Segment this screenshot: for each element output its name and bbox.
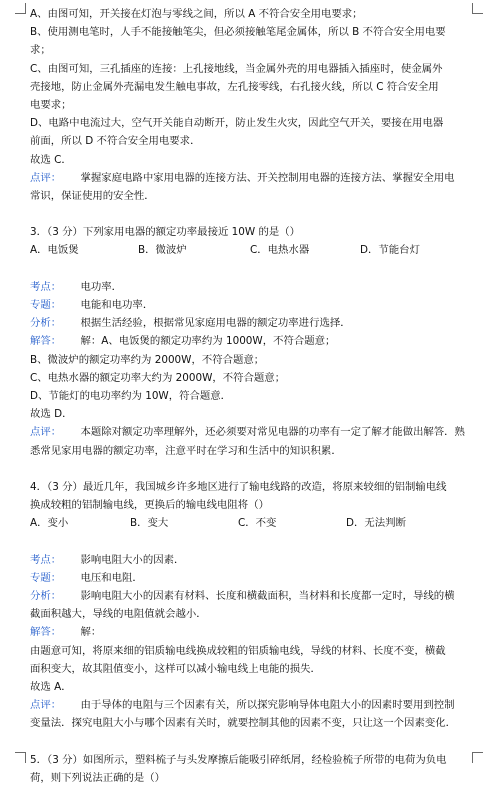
- q2-solution-line: 求；: [30, 44, 51, 57]
- answer-tag: 解答：: [30, 626, 62, 639]
- answer-tag: 解答：: [30, 335, 62, 348]
- q4-knowledge-point: 考点： 影响电阻大小的因素．: [30, 553, 185, 566]
- knowledge-tag: 考点：: [30, 280, 62, 293]
- q4-topic: 专题： 电压和电阻．: [30, 571, 143, 584]
- q2-solution-line: B、使用测电笔时，人手不能接触笔尖，但必须接触笔尾金属体，所以 B 不符合安全用电要: [30, 26, 446, 39]
- q4-stem: 换成较粗的铝制输电线，更换后的输电线电阻将（）: [30, 499, 269, 512]
- q3-knowledge-point: 考点： 电功率．: [30, 280, 123, 293]
- analysis-tag: 分析：: [30, 590, 62, 602]
- q4-option-c: C．不变: [238, 517, 277, 530]
- analysis-tag: 分析：: [30, 317, 62, 330]
- q3-options: [30, 241, 478, 259]
- q3-comment-line: 悉常见家用电器的额定功率，注意平时在学习和生活中的知识积累．: [30, 444, 342, 457]
- q4-option-a: A．变小: [30, 517, 69, 530]
- q3-solution-line: C、电热水器的额定功率大约为 2000W，不符合题意；: [30, 371, 286, 384]
- q3-option-b: B．微波炉: [138, 244, 187, 257]
- q4-comment-line: 点评： 由于导体的电阻与三个因素有关，所以探究影响导体电阻大小的因素时要用到控制: [30, 699, 455, 712]
- q3-topic: 专题： 电能和电功率．: [30, 299, 154, 311]
- q2-solution-line: C、由图可知，三孔插座的连接：上孔接地线，当金属外壳的用电器插入插座时，使金属外: [30, 62, 443, 75]
- q2-solution-line: 壳接地，防止金属外壳漏电发生触电事故，左孔接零线，右孔接火线，所以 C 符合安全用: [30, 80, 439, 93]
- q2-comment-line: [30, 169, 478, 187]
- q2-answer-line: 故选 C．: [30, 153, 72, 166]
- q2-solution-line: D、电路中电流过大，空气开关能自动断开，防止发生火灾，因此空气开关，要接在用电器: [30, 117, 444, 130]
- q2-comment-line: 常识，保证使用的安全性．: [30, 189, 155, 202]
- q2-solution-line: 电要求；: [30, 98, 72, 111]
- q4-options: [30, 514, 478, 532]
- q3-stem: 3．（3 分）下列家用电器的额定功率最接近 10W 的是（）: [30, 226, 301, 239]
- topic-tag: 专题：: [30, 299, 62, 311]
- knowledge-tag: 考点：: [30, 553, 62, 566]
- q4-analysis-cont: 截面积越大，导线的电阻值就会越小．: [30, 608, 207, 621]
- document-body: [30, 5, 478, 787]
- q4-answer: 解答： 解：: [30, 626, 102, 639]
- q3-comment-line: 点评： 本题除对额定功率理解外，还必须要对常见电器的功率有一定了解才能做出解答．熟: [30, 426, 465, 439]
- q4-comment-line: 变量法．探究电阻大小与哪个因素有关时，就要控制其他的因素不变，只让这一个因素变化．: [30, 717, 457, 730]
- comment-tag: 点评：: [30, 171, 62, 184]
- q5-stem: 5．（3 分）如图所示，塑料梳子与头发摩擦后能吸引碎纸屑，经检验梳子所带的电荷为负电: [30, 753, 447, 766]
- q4-answer-line: 故选 A．: [30, 680, 72, 693]
- comment-tag: 点评：: [30, 426, 62, 439]
- comment-tag: 点评：: [30, 699, 62, 712]
- q2-comment-text: 掌握家庭电路中家用电器的连接方法、开关控制用电器的连接方法、掌握安全用电: [80, 171, 455, 184]
- q4-solution-line: 由题意可知，将原来细的铝质输电线换成较粗的铝质输电线，导线的材料、长度不变，横截: [30, 644, 446, 657]
- q2-solution-line: A、由图可知，开关接在灯泡与零线之间，所以 A 不符合安全用电要求；: [30, 8, 363, 20]
- topic-tag: 专题：: [30, 571, 62, 584]
- q3-option-c: C．电热水器: [250, 244, 310, 257]
- q3-option-a: A．电饭煲: [30, 244, 79, 257]
- q4-option-b: B．变大: [130, 517, 169, 530]
- q3-answer: 解答： 解：A、电饭煲的额定功率约为 1000W，不符合题意；: [30, 335, 336, 348]
- corner-mark-top-left: [15, 3, 26, 14]
- q3-option-d: D．节能台灯: [360, 244, 420, 257]
- corner-mark-bottom-left: [15, 752, 26, 763]
- q3-solution-line: D、节能灯的电功率约为 10W，符合题意．: [30, 389, 232, 402]
- q4-analysis: 分析： 影响电阻大小的因素有材料、长度和横截面积，当材料和长度都一定时，导线的横: [30, 590, 455, 602]
- q3-solution-line: B、微波炉的额定功率约为 2000W，不符合题意；: [30, 353, 265, 366]
- q3-analysis: 分析： 根据生活经验，根据常见家庭用电器的额定功率进行选择．: [30, 317, 351, 330]
- q4-solution-line: 面积变大，故其阻值变小，这样可以减小输电线上电能的损失．: [30, 662, 321, 675]
- q5-stem: 荷，则下列说法正确的是（）: [30, 771, 166, 784]
- q4-stem: 4．（3 分）最近几年，我国城乡许多地区进行了输电线路的改造，将原来较细的铝制输电线: [30, 480, 447, 493]
- q2-solution-line: 前面，所以 D 不符合安全用电要求．: [30, 135, 201, 148]
- q4-option-d: D．无法判断: [346, 517, 406, 530]
- q3-answer-line: 故选 D．: [30, 408, 73, 421]
